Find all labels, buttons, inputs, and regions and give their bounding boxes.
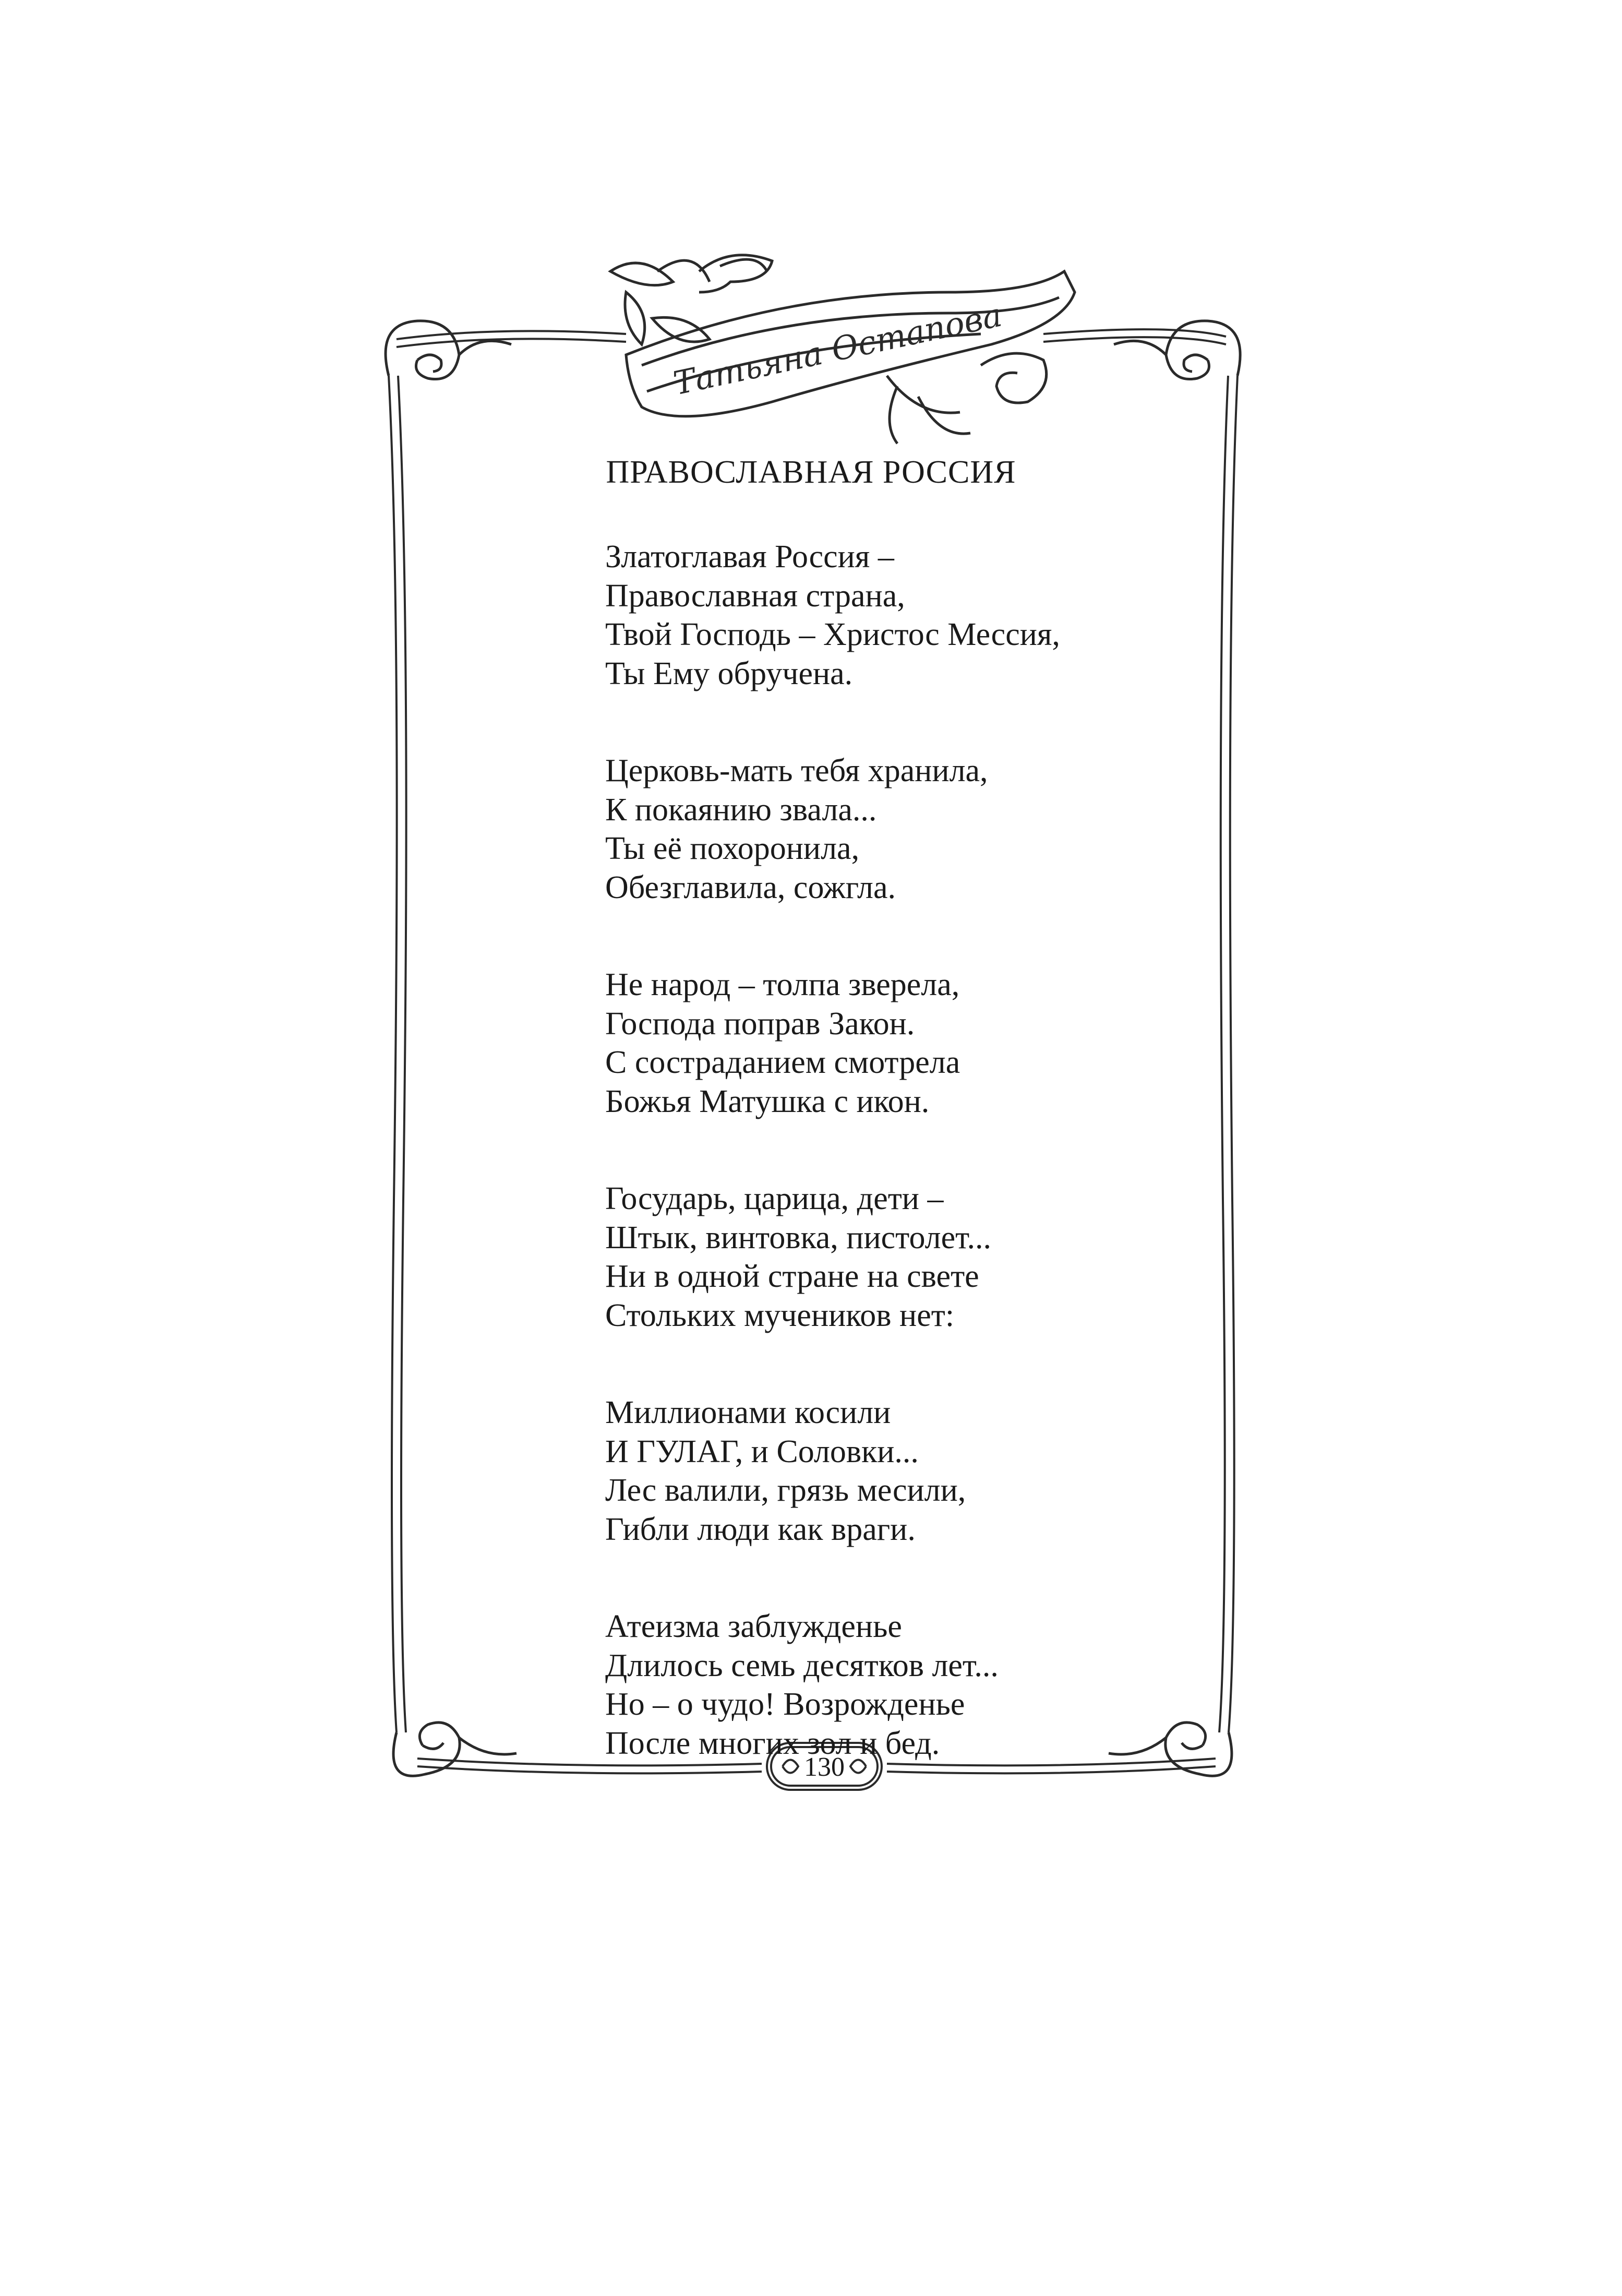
page-number: 130 [804, 1752, 845, 1782]
author-banner-text: Татьяна Остапова [670, 295, 1005, 403]
poem-line: С состраданием смотрела [605, 1045, 960, 1080]
poem-line: Государь, царица, дети – [605, 1181, 944, 1216]
poem-line: Атеизма заблужденье [605, 1609, 902, 1644]
poem-stanza [605, 1393, 1336, 1549]
poem-line: Церковь-мать тебя хранила, [605, 753, 988, 788]
poem-stanza [605, 751, 1336, 907]
poem-stanza [605, 965, 1336, 1121]
poem-line: Твой Господь – Христос Мессия, [605, 617, 1060, 652]
poem-body [605, 537, 1336, 1821]
poem-line: И ГУЛАГ, и Соловки... [605, 1433, 919, 1469]
poem-line: Гибли люди как враги. [605, 1511, 916, 1547]
poem-stanza [605, 1179, 1336, 1335]
poem-line: Ты Ему обручена. [605, 655, 853, 691]
poem-line: Лес валили, грязь месили, [605, 1473, 966, 1508]
poem-line: Штык, винтовка, пистолет... [605, 1219, 992, 1255]
poem-line: К покаянию звала... [605, 792, 877, 828]
poem-line: Обезглавила, сожгла. [605, 869, 896, 905]
poem-line: Но – о чудо! Возрожденье [605, 1687, 965, 1722]
poem-line: Православная страна, [605, 578, 905, 614]
poem-line: Ты её похоронила, [605, 831, 860, 866]
poem-line: Не народ – толпа зверела, [605, 967, 960, 1002]
poem-title: ПРАВОСЛАВНАЯ РОССИЯ [606, 455, 1016, 490]
poem-line: Господа поправ Закон. [605, 1006, 915, 1042]
poem-line: После многих зол и бед. [605, 1725, 940, 1761]
poem-line: Длилось семь десятков лет... [605, 1647, 999, 1683]
poem-line: Миллионами косили [605, 1395, 891, 1430]
poem-line: Ни в одной стране на свете [605, 1259, 979, 1294]
poem-line: Стольких мучеников нет: [605, 1297, 955, 1333]
poem-stanza [605, 1607, 1336, 1763]
corner-flourish-top-left [386, 321, 511, 379]
poem-line: Божья Матушка с икон. [605, 1083, 930, 1119]
poem-stanza [605, 537, 1336, 693]
poem-line: Златоглавая Россия – [605, 539, 894, 575]
